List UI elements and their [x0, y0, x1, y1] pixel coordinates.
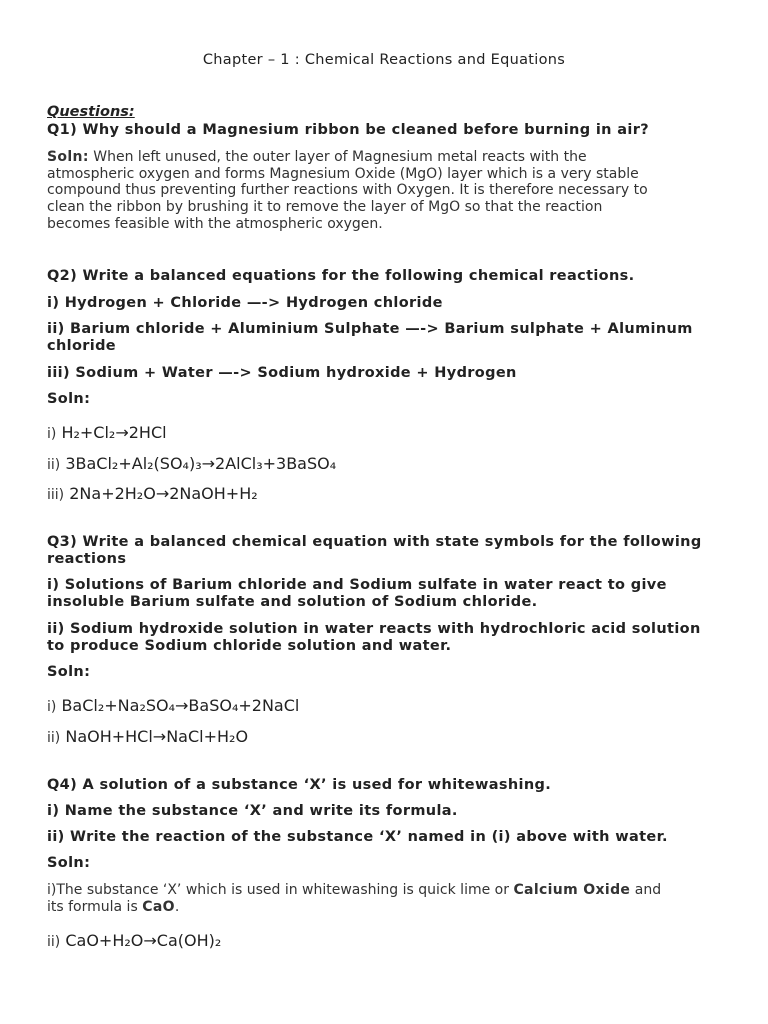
- equation: CaO+H₂O→Ca(OH)₂: [65, 931, 222, 950]
- q4-answer-i-line1: [47, 882, 727, 899]
- q2-part3: iii) Sodium + Water —-> Sodium hydroxide + Hydrogen: [47, 365, 517, 381]
- q2-part1: i) Hydrogen + Chloride —-> Hydrogen chloride: [47, 295, 443, 311]
- q4-question: Q4) A solution of a substance ‘X’ is used for whitewashing.: [47, 777, 552, 793]
- q3-part2-line1: ii) Sodium hydroxide solution in water reacts with hydrochloric acid solution: [47, 621, 701, 637]
- q2-answer-i: [47, 424, 727, 443]
- formula-term: CaO: [142, 899, 175, 915]
- equation: H₂+Cl₂→2HCl: [61, 423, 167, 442]
- q3-part2-line2: to produce Sodium chloride solution and water.: [47, 638, 452, 654]
- answer-prefix: ii): [47, 730, 61, 746]
- q1-soln-line1: [47, 149, 727, 166]
- page-title: Chapter – 1 : Chemical Reactions and Equations: [202, 52, 566, 68]
- answer-prefix: i): [47, 426, 57, 442]
- questions-heading: Questions:: [47, 104, 135, 120]
- q1-soln-line2: atmospheric oxygen and forms Magnesium Oxide (MgO) layer which is a very stable: [47, 166, 639, 182]
- equation: BaCl₂+Na₂SO₄→BaSO₄+2NaCl: [61, 696, 300, 715]
- answer-prefix: iii): [47, 487, 65, 503]
- q2-answer-ii: [47, 455, 727, 474]
- q3-question-line1: Q3) Write a balanced chemical equation with state symbols for the following: [47, 534, 702, 550]
- soln-label: Soln:: [47, 149, 89, 165]
- q4-answer-ii: [47, 932, 727, 951]
- q1-question: Q1) Why should a Magnesium ribbon be cleaned before burning in air?: [47, 122, 649, 138]
- q3-question-line2: reactions: [47, 551, 127, 567]
- q3-answer-ii: [47, 728, 727, 747]
- q2-part2-line1: ii) Barium chloride + Aluminium Sulphate —-> Barium sulphate + Aluminum: [47, 321, 693, 337]
- highlight-term: Calcium Oxide: [513, 882, 631, 898]
- answer-text: and: [630, 882, 662, 898]
- answer-prefix: i): [47, 699, 57, 715]
- q1-soln-text1: When left unused, the outer layer of Magnesium metal reacts with the: [88, 149, 587, 165]
- equation: 3BaCl₂+Al₂(SO₄)₃→2AlCl₃+3BaSO₄: [65, 454, 337, 473]
- q1-soln-line5: becomes feasible with the atmospheric oxygen.: [47, 216, 383, 232]
- q1-soln-line3: compound thus preventing further reactions with Oxygen. It is therefore necessary to: [47, 182, 648, 198]
- q3-part1-line2: insoluble Barium sulfate and solution of Sodium chloride.: [47, 594, 538, 610]
- q2-answer-iii: [47, 485, 727, 504]
- q2-part2-line2: chloride: [47, 338, 116, 354]
- equation: NaOH+HCl→NaCl+H₂O: [65, 727, 249, 746]
- q4-part2: ii) Write the reaction of the substance ‘X’ named in (i) above with water.: [47, 829, 668, 845]
- q4-soln-label: Soln:: [47, 855, 91, 871]
- answer-prefix: ii): [47, 457, 61, 473]
- answer-prefix: ii): [47, 934, 61, 950]
- q1-soln-line4: clean the ribbon by brushing it to remove the layer of MgO so that the reaction: [47, 199, 603, 215]
- q3-soln-label: Soln:: [47, 664, 91, 680]
- equation: 2Na+2H₂O→2NaOH+H₂: [69, 484, 258, 503]
- answer-text: i)The substance ‘X’ which is used in whitewashing is quick lime or: [47, 882, 514, 898]
- answer-text: .: [174, 899, 180, 915]
- q3-answer-i: [47, 697, 727, 716]
- q2-soln-label: Soln:: [47, 391, 91, 407]
- q4-answer-i-line2: [47, 899, 727, 916]
- q4-part1: i) Name the substance ‘X’ and write its formula.: [47, 803, 458, 819]
- q3-part1-line1: i) Solutions of Barium chloride and Sodium sulfate in water react to give: [47, 577, 667, 593]
- q2-question: Q2) Write a balanced equations for the following chemical reactions.: [47, 268, 635, 284]
- answer-text: its formula is: [47, 899, 143, 915]
